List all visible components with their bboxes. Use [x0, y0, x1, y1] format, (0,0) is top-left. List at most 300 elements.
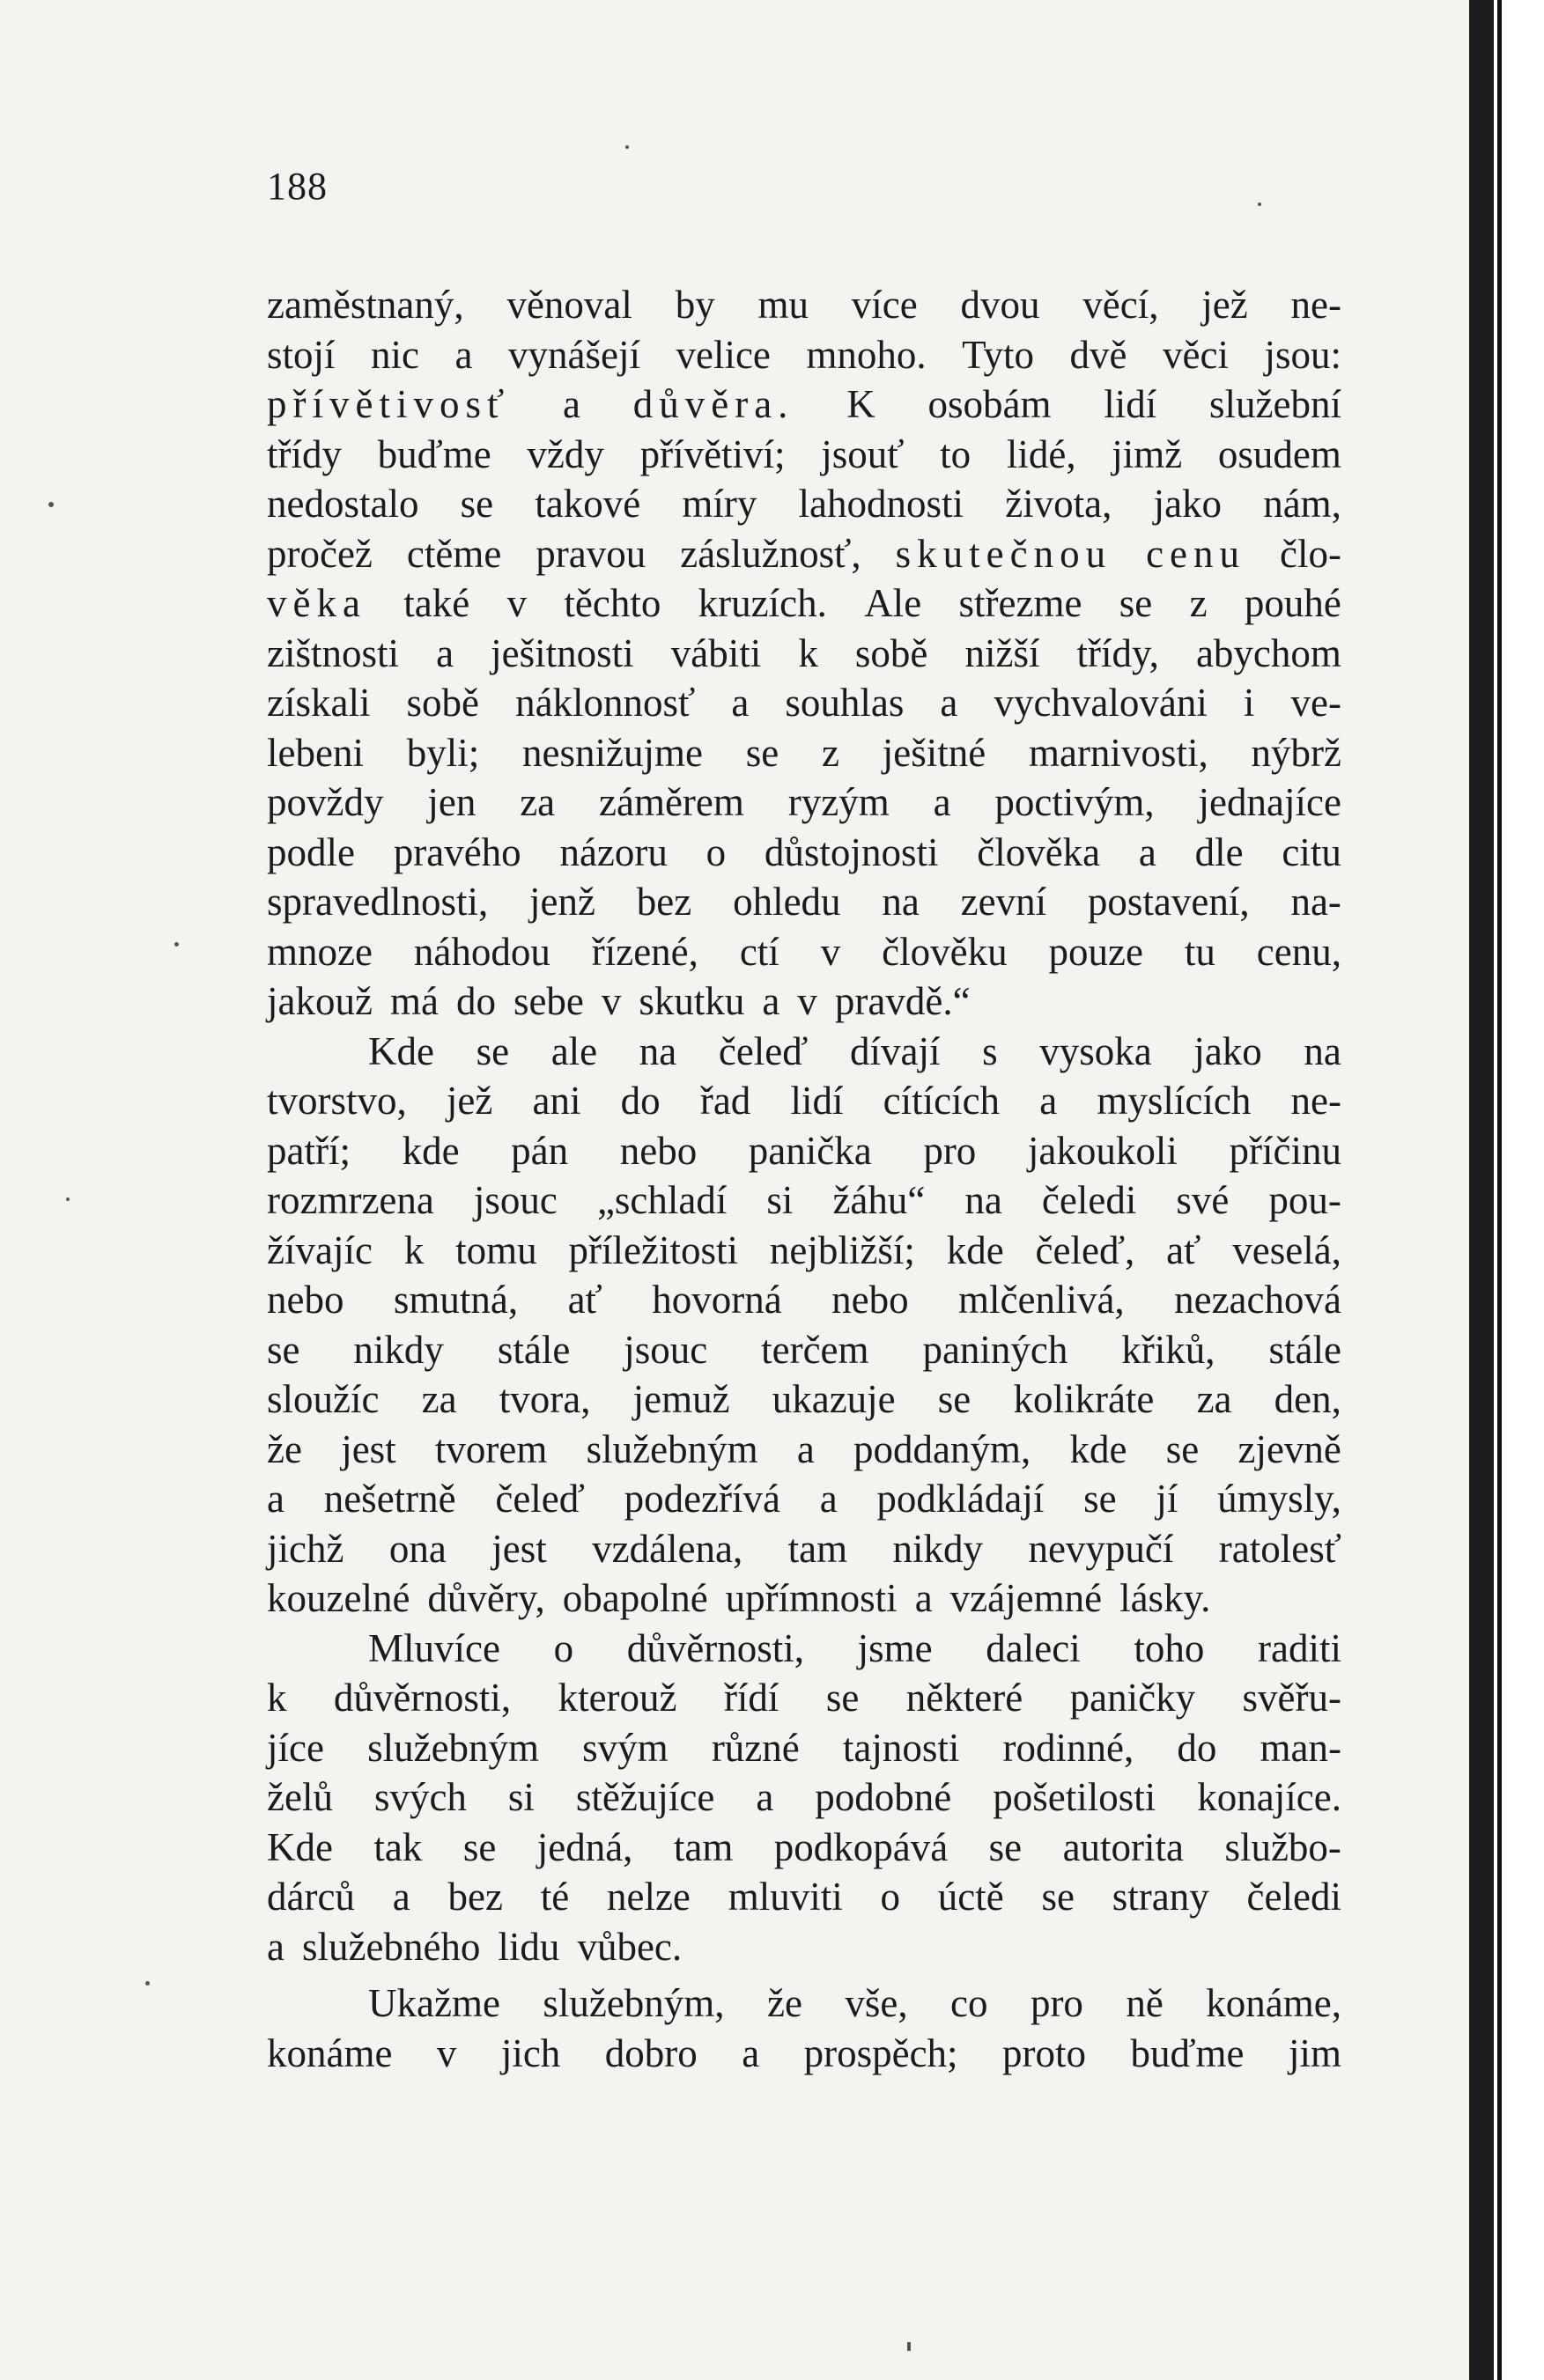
word: citu: [1282, 829, 1341, 874]
word: mnoze: [267, 929, 373, 974]
text-line: [267, 1175, 1341, 1226]
word: ratolesť: [1218, 1526, 1341, 1571]
word: podkopává: [773, 1824, 949, 1869]
text-line: [267, 430, 1341, 480]
word: ať: [1166, 1227, 1201, 1272]
word: k: [403, 1227, 425, 1272]
word: kterouž: [558, 1676, 677, 1720]
word: ale: [550, 1028, 598, 1073]
word: a: [742, 2030, 760, 2075]
word: se: [1083, 1477, 1117, 1521]
word: žáhu“: [832, 1178, 926, 1222]
word: a: [562, 382, 580, 426]
word: tam: [787, 1526, 848, 1571]
word: ryzým: [787, 780, 890, 824]
word: stále: [1268, 1327, 1341, 1372]
word: nešetrně: [323, 1477, 456, 1521]
word: řad: [699, 1079, 751, 1123]
word: křiků,: [1121, 1327, 1215, 1372]
word: mluviti: [728, 1875, 843, 1919]
word: pravdě.“: [834, 979, 971, 1023]
word: a: [1138, 829, 1156, 874]
word: sebe: [513, 979, 584, 1023]
word: poddaným,: [853, 1426, 1031, 1471]
text-line: [267, 1226, 1341, 1276]
text-line: [267, 1524, 1341, 1574]
word: důvěra.: [632, 382, 794, 426]
word: řízené,: [591, 929, 698, 974]
word: upřímnosti: [725, 1576, 898, 1620]
word: obapolné: [562, 1576, 708, 1620]
word: kolikráte: [1013, 1377, 1155, 1421]
word: k: [798, 630, 818, 675]
word: důvěrnosti,: [333, 1676, 512, 1720]
word: v: [506, 581, 528, 625]
word: do: [1177, 1725, 1217, 1770]
word: velice: [676, 332, 771, 377]
text-line: [267, 728, 1341, 778]
word: jako: [1193, 1028, 1262, 1073]
word: jest: [341, 1426, 396, 1471]
text-line: [267, 1374, 1341, 1425]
word: si: [507, 1775, 535, 1819]
text-line: [267, 1978, 1341, 2029]
text-line: [267, 629, 1341, 679]
word: pro: [1030, 1981, 1083, 2025]
word: „schladí: [596, 1178, 728, 1222]
word: čeledi: [1041, 1178, 1137, 1222]
word: lidí: [1104, 382, 1157, 426]
word: úctě: [937, 1875, 1004, 1919]
text-line: [267, 1872, 1341, 1922]
word: cítících: [883, 1079, 1001, 1123]
word: mnoho.: [806, 332, 927, 377]
word: jedná,: [536, 1824, 633, 1869]
text-line: [267, 2029, 1341, 2079]
word: ješitnosti: [491, 630, 634, 675]
word: jakouž: [267, 979, 373, 1023]
word: o: [880, 1875, 900, 1919]
word: dobro: [604, 2030, 698, 2075]
word: přívětiví;: [639, 431, 786, 476]
word: dvou: [960, 283, 1040, 327]
word: jež: [1201, 283, 1248, 327]
word: prospěch;: [803, 2030, 958, 2075]
word: do: [455, 979, 496, 1023]
word: povždy: [267, 780, 384, 824]
word: míry: [682, 482, 757, 526]
word: o: [706, 829, 727, 874]
word: terčem: [761, 1327, 869, 1372]
word: lidí: [790, 1079, 844, 1123]
word: nebo: [267, 1278, 344, 1322]
word: buďme: [377, 431, 491, 476]
word: mu: [757, 283, 809, 327]
word: daleci: [986, 1625, 1081, 1670]
text-line: [267, 330, 1341, 380]
word: žívajíc: [267, 1227, 373, 1272]
word: ani: [532, 1079, 581, 1123]
word: kruzích.: [698, 581, 827, 625]
word: třídy,: [1076, 630, 1159, 675]
text-line: [267, 1027, 1341, 1077]
word: se: [267, 1327, 300, 1372]
word: o: [553, 1625, 574, 1670]
word: lahodnosti: [798, 482, 964, 526]
word: bez: [636, 880, 692, 924]
word: stojí: [267, 332, 336, 377]
word: pravou: [536, 531, 646, 576]
word: buďme: [1130, 2030, 1245, 2075]
word: služebným: [586, 1426, 758, 1471]
word: a: [796, 1426, 815, 1471]
scan-speck: [625, 145, 629, 149]
body-text: [267, 280, 1341, 2078]
word: služebným: [367, 1725, 540, 1770]
word: lebeni: [267, 730, 364, 775]
word: pravého: [393, 829, 521, 874]
word: skutečnou: [895, 531, 1112, 576]
word: důvěry,: [427, 1576, 545, 1620]
text-line: [267, 1474, 1341, 1524]
word: man-: [1260, 1725, 1341, 1770]
word: mlčenlivá,: [958, 1278, 1125, 1322]
word: člověku: [882, 929, 1008, 974]
word: za: [421, 1377, 457, 1421]
word: jsou:: [1264, 332, 1341, 377]
word: svým: [582, 1725, 669, 1770]
page-number: 188: [267, 165, 328, 208]
word: se: [1041, 1875, 1075, 1919]
word: tvora,: [499, 1377, 591, 1421]
word: tvorstvo,: [267, 1079, 407, 1123]
word: vzájemné: [949, 1576, 1103, 1620]
text-line: [267, 678, 1341, 728]
word: na: [882, 880, 920, 924]
word: lidu: [498, 1924, 560, 1969]
text-line: [267, 777, 1341, 828]
word: želů: [267, 1775, 333, 1819]
word: ve-: [1290, 681, 1341, 725]
text-line: [267, 1624, 1341, 1674]
word: myslících: [1097, 1079, 1252, 1123]
text-line: [267, 479, 1341, 529]
word: tu: [1184, 929, 1215, 974]
word: pán: [511, 1128, 569, 1173]
word: a: [731, 681, 750, 725]
word: skutku: [639, 979, 745, 1023]
word: toho: [1134, 1625, 1205, 1670]
word: abychom: [1195, 630, 1341, 675]
word: na: [639, 1028, 677, 1073]
word: ješitné: [882, 730, 986, 775]
word: službo-: [1224, 1824, 1341, 1869]
word: se: [937, 1377, 971, 1421]
word: vzdálena,: [592, 1526, 743, 1571]
word: jichž: [267, 1526, 344, 1571]
text-line: [267, 578, 1341, 629]
word: přívětivosť: [267, 382, 511, 426]
text-line: [267, 529, 1341, 579]
text-line: [267, 1723, 1341, 1773]
word: sobě: [406, 681, 480, 725]
word: smutná,: [393, 1278, 519, 1322]
text-line: [267, 976, 1341, 1027]
text-line: [267, 1275, 1341, 1325]
scan-speck: [174, 942, 179, 947]
word: sobě: [854, 630, 928, 675]
word: v: [601, 979, 622, 1023]
word: pouhé: [1244, 581, 1341, 625]
word: nebo: [619, 1128, 698, 1173]
word: takové: [535, 482, 641, 526]
word: s: [982, 1028, 998, 1073]
word: kouzelné: [267, 1576, 410, 1620]
word: čeledi: [1246, 1875, 1341, 1919]
word: by: [675, 283, 715, 327]
word: postavení,: [1087, 880, 1250, 924]
word: Kde: [267, 1824, 333, 1869]
word: byli;: [406, 730, 480, 775]
word: nic: [371, 332, 420, 377]
word: ne-: [1290, 1079, 1341, 1123]
scan-edge-shadow: [1469, 0, 1494, 2380]
word: a: [933, 780, 951, 824]
word: raditi: [1258, 1625, 1341, 1670]
scan-speck: [48, 502, 54, 507]
word: na: [1304, 1028, 1341, 1073]
word: věnoval: [506, 283, 632, 327]
word: dárců: [267, 1875, 355, 1919]
word: na: [964, 1178, 1002, 1222]
word: těchto: [564, 581, 661, 625]
word: stěžujíce: [575, 1775, 715, 1819]
word: vše,: [845, 1981, 908, 2025]
word: ohledu: [733, 880, 841, 924]
word: nýbrž: [1251, 730, 1341, 775]
word: ctí: [739, 929, 779, 974]
scan-speck: [907, 2342, 911, 2351]
word: a: [267, 1477, 284, 1521]
word: Kde: [368, 1028, 434, 1073]
word: svěřu-: [1242, 1676, 1341, 1720]
word: jimž: [1112, 431, 1183, 476]
word: jednajíce: [1198, 780, 1341, 824]
word: některé: [905, 1676, 1023, 1720]
word: Ale: [864, 581, 922, 625]
word: zaměstnaný,: [267, 283, 464, 327]
word: služebným,: [543, 1981, 725, 2025]
word: spravedlnosti,: [267, 880, 489, 924]
word: nedostalo: [267, 482, 419, 526]
word: Mluvíce: [368, 1625, 500, 1670]
word: rodinné,: [1002, 1725, 1134, 1770]
word: a: [762, 979, 780, 1023]
word: paniných: [922, 1327, 1068, 1372]
word: příčinu: [1229, 1128, 1341, 1173]
word: pročež: [267, 531, 373, 576]
word: marnivosti,: [1028, 730, 1208, 775]
word: člověka: [977, 829, 1101, 874]
text-line: [267, 1425, 1341, 1475]
word: se: [476, 1028, 510, 1073]
word: Tyto: [962, 332, 1035, 377]
word: autorita: [1062, 1824, 1185, 1869]
word: příležitosti: [568, 1227, 738, 1272]
word: důstojnosti: [764, 829, 939, 874]
text-line: [267, 280, 1341, 330]
word: stále: [497, 1327, 571, 1372]
word: pošetilosti: [993, 1775, 1156, 1819]
word: konáme,: [1206, 1981, 1341, 2025]
word: do: [620, 1079, 661, 1123]
text-line: [267, 1673, 1341, 1723]
word: K: [846, 382, 875, 426]
word: dvě: [1069, 332, 1127, 377]
word: za: [1196, 1377, 1232, 1421]
word: věka: [267, 581, 366, 625]
word: záslužnosť,: [680, 531, 861, 576]
word: jí: [1156, 1477, 1178, 1521]
word: poctivým,: [994, 780, 1155, 824]
word: nebo: [831, 1278, 909, 1322]
word: nejbližší;: [769, 1227, 915, 1272]
word: tomu: [455, 1227, 537, 1272]
scan-speck: [1258, 203, 1261, 206]
word: tam: [673, 1824, 734, 1869]
word: konajíce.: [1197, 1775, 1341, 1819]
word: rozmrzena: [267, 1178, 434, 1222]
word: ctěme: [406, 531, 502, 576]
word: jenž: [529, 880, 595, 924]
word: jsme: [857, 1625, 933, 1670]
word: života,: [1005, 482, 1112, 526]
word: a: [914, 1576, 933, 1620]
word: nezachová: [1174, 1278, 1341, 1322]
word: dle: [1194, 829, 1244, 874]
word: a: [392, 1875, 410, 1919]
word: k: [267, 1676, 287, 1720]
word: vůbec.: [577, 1924, 683, 1969]
word: řídí: [723, 1676, 779, 1720]
text-line: [267, 1126, 1341, 1176]
word: jsouc: [473, 1178, 558, 1222]
word: nám,: [1263, 482, 1341, 526]
word: třídy: [267, 431, 342, 476]
word: získali: [267, 681, 371, 725]
word: důvěrnosti,: [626, 1625, 804, 1670]
word: podkládají: [876, 1477, 1045, 1521]
text-line: [267, 1573, 1341, 1624]
word: souhlas: [785, 681, 905, 725]
word: lásky.: [1119, 1576, 1211, 1620]
word: střezme: [958, 581, 1082, 625]
word: náhodou: [413, 929, 550, 974]
word: z: [821, 730, 839, 775]
word: ně: [1126, 1981, 1164, 2025]
word: se: [1119, 581, 1153, 625]
word: v: [436, 2030, 457, 2075]
word: náklonnosť: [515, 681, 696, 725]
word: osudem: [1217, 431, 1341, 476]
word: svých: [373, 1775, 467, 1819]
word: své: [1176, 1178, 1230, 1222]
text-line: [267, 1922, 1341, 1972]
word: a: [267, 1924, 284, 1969]
word: pou-: [1268, 1178, 1341, 1222]
word: jsouc: [624, 1327, 708, 1372]
word: Ukažme: [368, 1981, 500, 2025]
word: se: [462, 1824, 497, 1869]
word: nikdy: [892, 1526, 984, 1571]
word: nelze: [606, 1875, 691, 1919]
word: vysoka: [1039, 1028, 1152, 1073]
word: ať: [567, 1278, 602, 1322]
word: jich: [500, 2030, 561, 2075]
word: má: [389, 979, 439, 1023]
text-line: [267, 1823, 1341, 1873]
word: ukazuje: [772, 1377, 896, 1421]
word: se: [460, 482, 494, 526]
word: vábiti: [670, 630, 762, 675]
word: v: [797, 979, 817, 1023]
word: vždy: [527, 431, 604, 476]
word: čeleď: [495, 1477, 585, 1521]
text-line: [267, 1076, 1341, 1126]
word: vychvalováni: [994, 681, 1208, 725]
word: ne-: [1290, 283, 1341, 327]
word: kde: [946, 1227, 1004, 1272]
word: také: [403, 581, 470, 625]
word: z: [1189, 581, 1208, 625]
word: se: [1165, 1426, 1200, 1471]
word: jim: [1288, 2030, 1341, 2075]
word: cenu,: [1256, 929, 1341, 974]
word: a: [756, 1775, 774, 1819]
word: sloužíc: [267, 1377, 380, 1421]
word: úmysly,: [1217, 1477, 1341, 1521]
word: a: [436, 630, 454, 675]
word: věcí,: [1082, 283, 1159, 327]
word: jest: [491, 1526, 547, 1571]
word: veselá,: [1232, 1227, 1341, 1272]
word: názoru: [559, 829, 668, 874]
word: se: [988, 1824, 1023, 1869]
word: patří;: [267, 1128, 351, 1173]
word: paničky: [1069, 1676, 1196, 1720]
word: služebného: [301, 1924, 481, 1969]
word: jíce: [267, 1725, 324, 1770]
word: člo-: [1279, 531, 1341, 576]
word: den,: [1274, 1377, 1341, 1421]
word: záměrem: [599, 780, 744, 824]
word: kde: [1069, 1426, 1127, 1471]
word: si: [766, 1178, 794, 1222]
text-line: [267, 1772, 1341, 1823]
word: a: [940, 681, 958, 725]
word: dívají: [849, 1028, 941, 1073]
word: více: [851, 283, 918, 327]
text-line: [267, 828, 1341, 878]
word: tak: [373, 1824, 423, 1869]
word: nesnižujme: [522, 730, 703, 775]
word: a: [1039, 1079, 1058, 1123]
word: nižší: [964, 630, 1040, 675]
word: proto: [1002, 2030, 1086, 2075]
text-line: [267, 877, 1341, 927]
word: co: [950, 1981, 988, 2025]
word: jako: [1153, 482, 1223, 526]
